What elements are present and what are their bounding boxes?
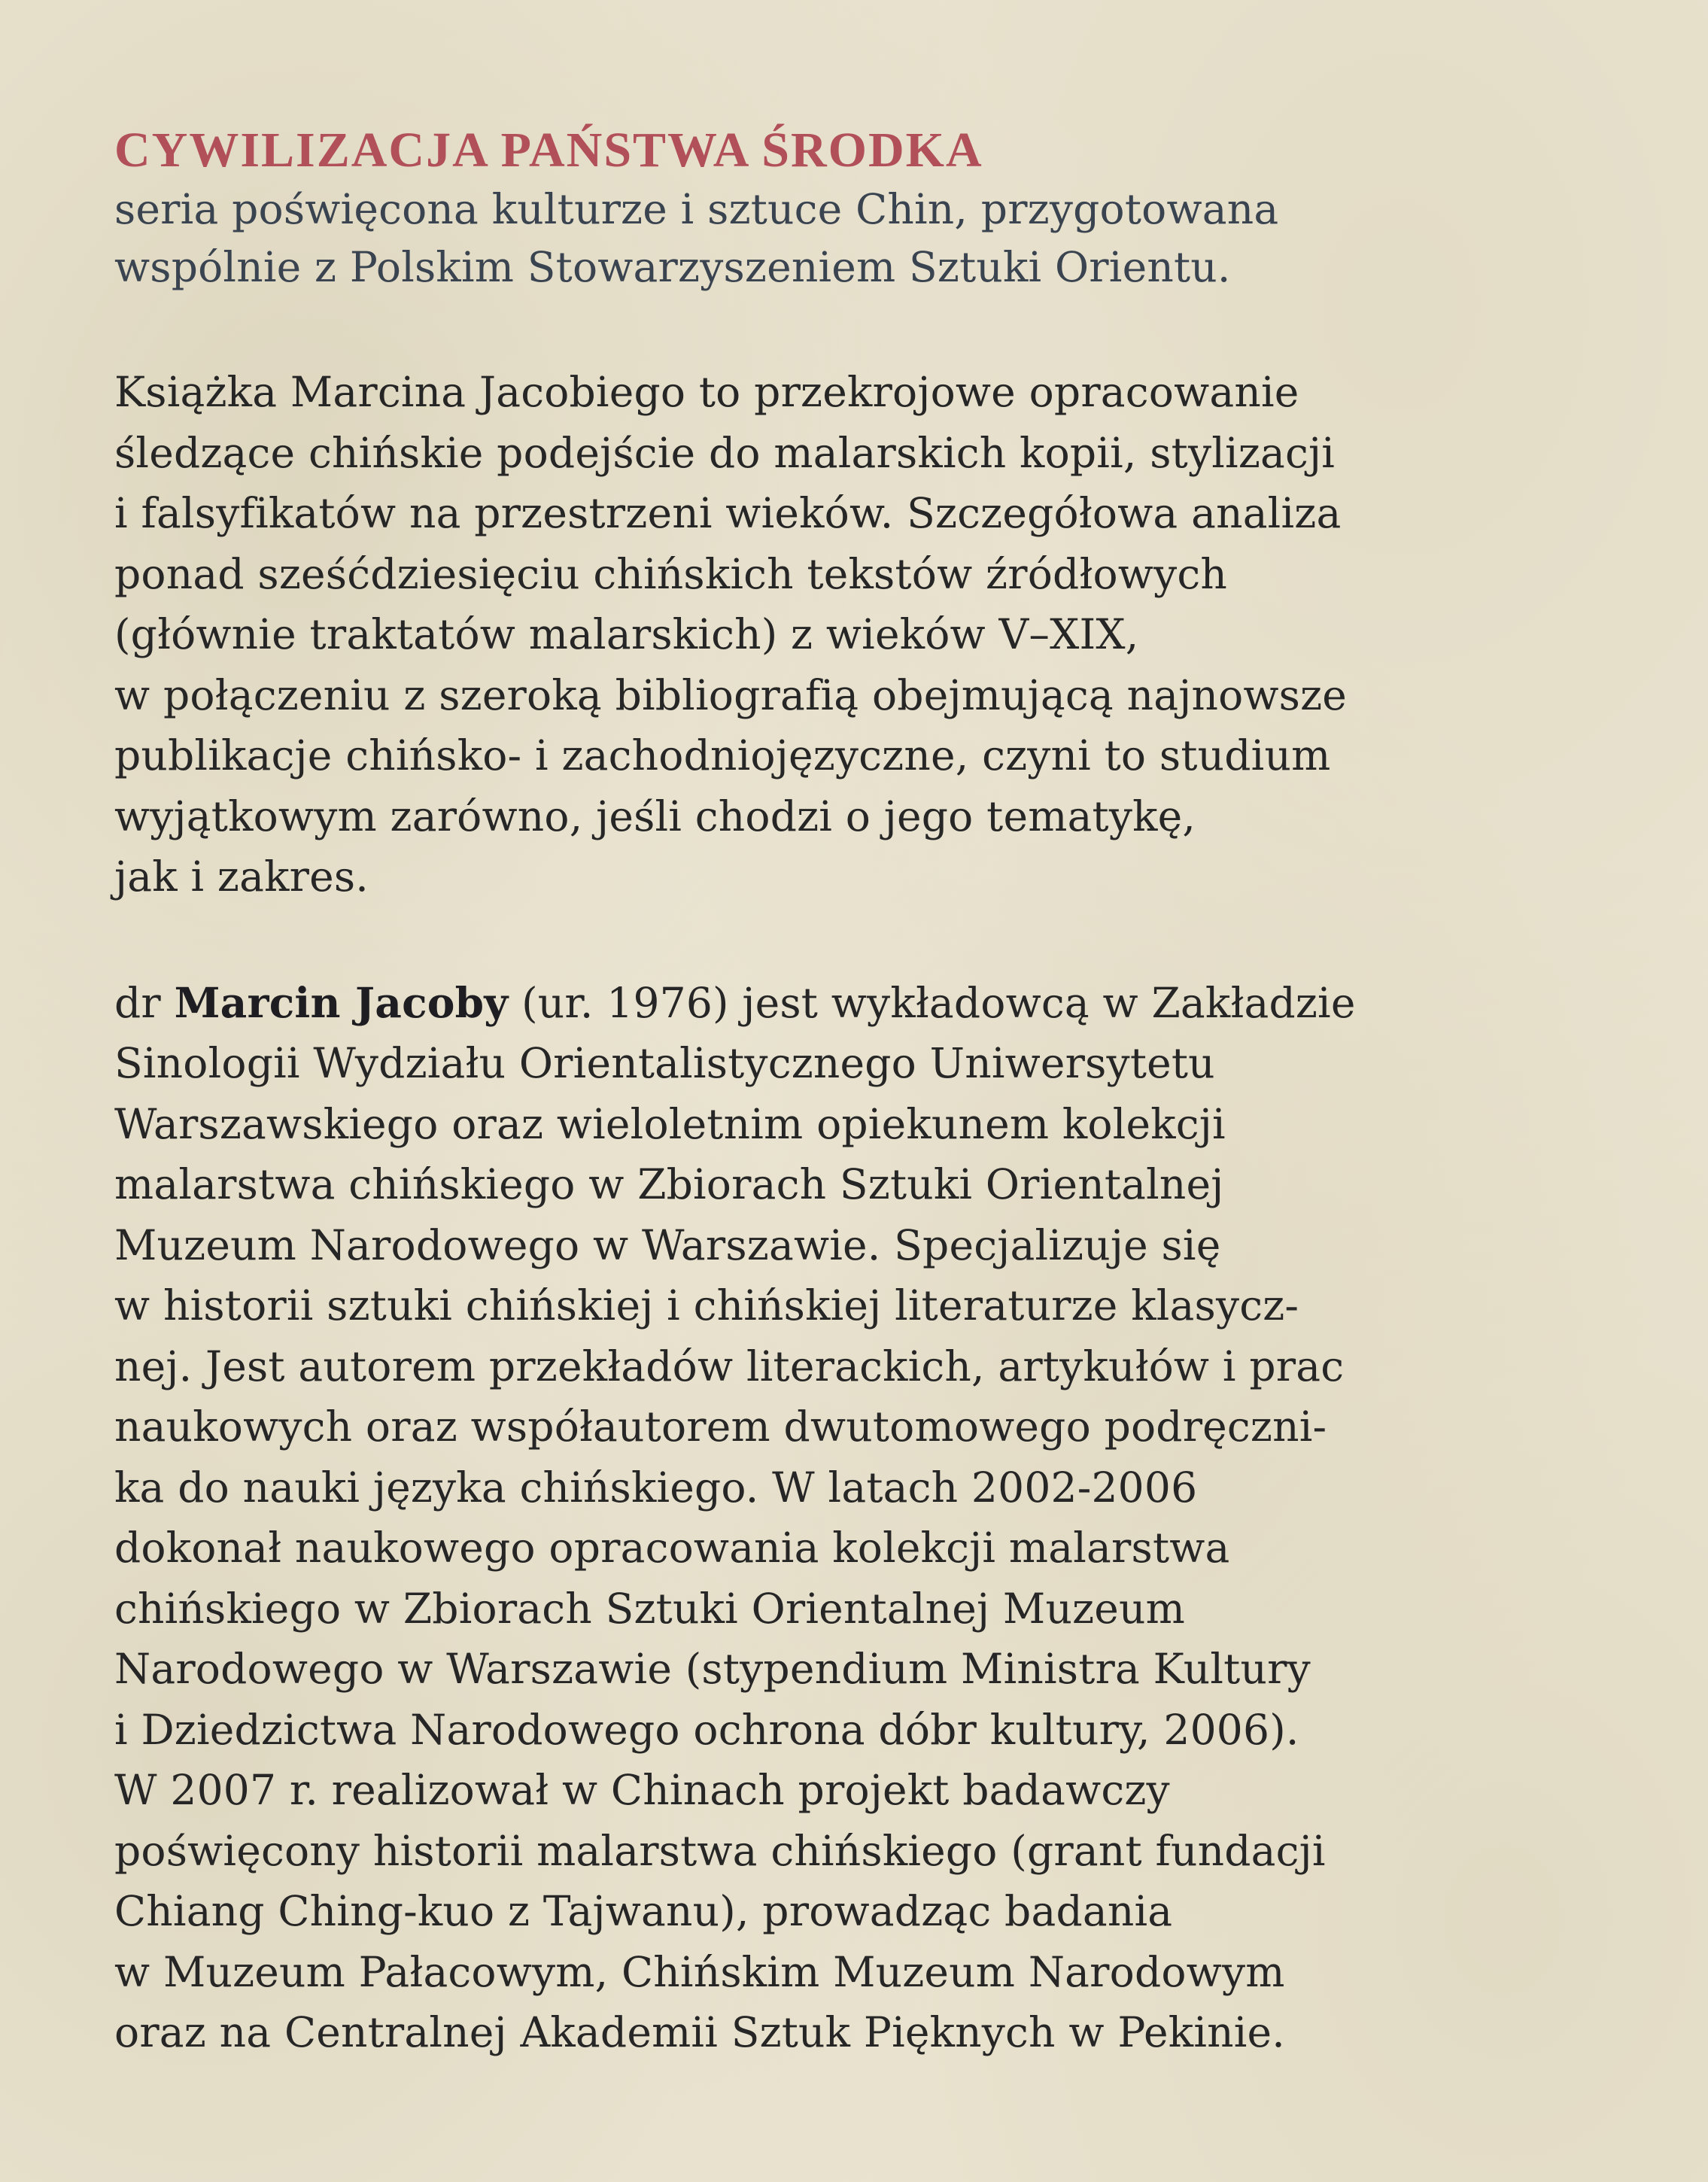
bio-first-line [114,973,1664,1034]
description-line: wyjątkowym zarówno, jeśli chodzi o jego tematykę, [114,792,1196,840]
description-line: ponad sześćdziesięciu chińskich tekstów źródłowych [114,549,1227,598]
description-line: Książka Marcina Jacobiego to przekrojowe opracowanie [114,368,1299,416]
series-intro-line: seria poświęcona kulturze i sztuce Chin, przygotowana [114,185,1279,233]
bio-line: naukowych oraz współautorem dwutomowego podręczni- [114,1402,1327,1451]
bio-line: Narodowego w Warszawie (stypendium Ministra Kultury [114,1645,1311,1693]
bio-line: w Muzeum Pałacowym, Chińskim Muzeum Narodowym [114,1947,1285,1996]
bio-line: w historii sztuki chińskiej i chińskiej literaturze klasycz- [114,1281,1299,1330]
description-line: (głównie traktatów malarskich) z wieków V–XIX, [114,610,1139,658]
series-title: CYWILIZACJA PAŃSTWA ŚRODKA [114,123,983,178]
author-name: Marcin Jacoby [174,977,509,1027]
description-line: w połączeniu z szeroką bibliografią obejmującą najnowsze [114,670,1348,719]
bio-line: W 2007 r. realizował w Chinach projekt badawczy [114,1766,1170,1814]
description-line: śledzące chińskie podejście do malarskich kopii, stylizacji [114,428,1336,477]
author-bio [114,973,1664,2063]
bio-line: i Dziedzictwa Narodowego ochrona dóbr kultury, 2006). [114,1705,1299,1754]
bio-prefix: dr [114,978,175,1027]
description-line: i falsyfikatów na przestrzeni wieków. Szczegółowa analiza [114,489,1342,537]
bio-line: chińskiego w Zbiorach Sztuki Orientalnej Muzeum [114,1584,1185,1633]
bio-line: Muzeum Narodowego w Warszawie. Specjalizuje się [114,1220,1221,1269]
bio-line: Warszawskiego oraz wieloletnim opiekunem kolekcji [114,1099,1226,1148]
description-line: publikacje chińsko- i zachodniojęzyczne, czyni to studium [114,731,1331,780]
book-description [114,362,1664,907]
series-intro-line: wspólnie z Polskim Stowarzyszeniem Sztuki Orientu. [114,243,1231,291]
bio-line: nej. Jest autorem przekładów literackich, artykułów i prac [114,1342,1345,1390]
bio-line: Chiang Ching-kuo z Tajwanu), prowadząc badania [114,1887,1173,1935]
bio-line: malarstwa chińskiego w Zbiorach Sztuki Orientalnej [114,1160,1224,1208]
bio-line: ka do nauki języka chińskiego. W latach 2002-2006 [114,1463,1198,1512]
bio-line: dokonał naukowego opracowania kolekcji malarstwa [114,1524,1230,1572]
series-intro [114,181,1664,296]
bio-line: poświęcony historii malarstwa chińskiego (grant fundacji [114,1826,1326,1875]
bio-line: Sinologii Wydziału Orientalistycznego Uniwersytetu [114,1039,1215,1087]
bio-first-line-rest: (ur. 1976) jest wykładowcą w Zakładzie [508,978,1356,1027]
bio-line: oraz na Centralnej Akademii Sztuk Pięknych w Pekinie. [114,2008,1285,2056]
book-back-cover-text [114,120,1664,2063]
description-line: jak i zakres. [114,852,369,901]
